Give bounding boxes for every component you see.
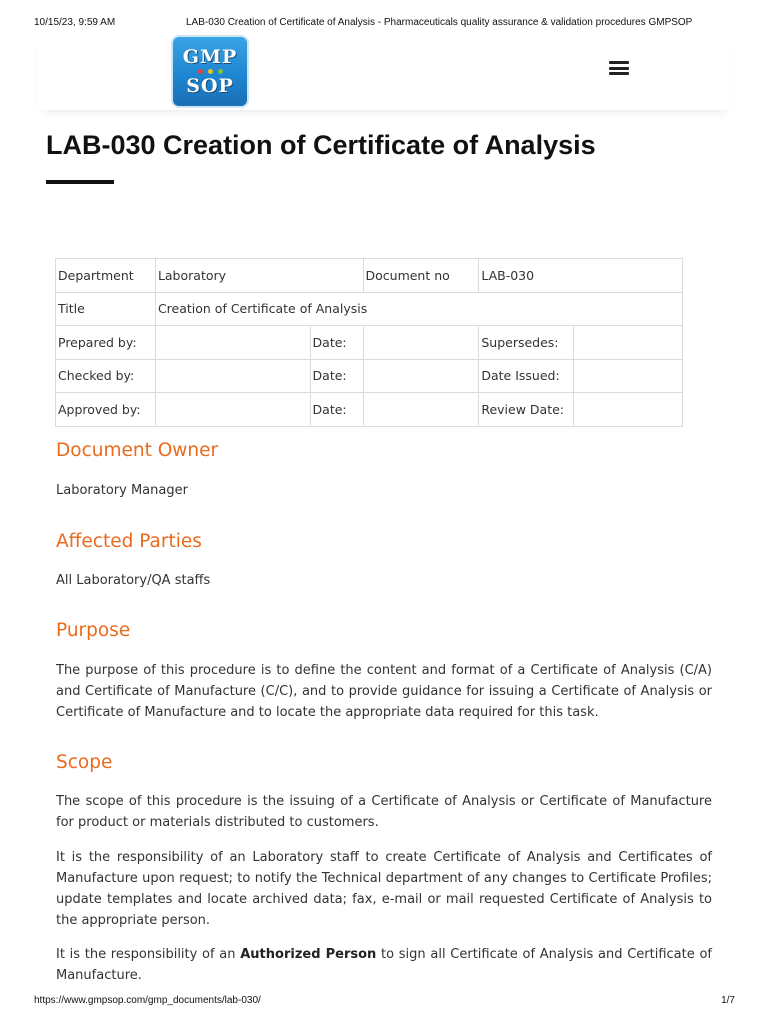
print-header: [0, 0, 768, 30]
date-label: Date:: [310, 393, 363, 427]
date-value: [363, 326, 479, 360]
scope-paragraph-1: The scope of this procedure is the issuing of a Certificate of Analysis or Certificate of Manufacture for product or materials distributed to customers.: [56, 794, 712, 830]
scope-paragraph-3-post: to sign all Certificate of Analysis and Certificate of Manufacture.: [56, 947, 712, 983]
docno-label: Document no: [363, 259, 479, 293]
prepared-value: [155, 326, 310, 360]
logo-dot-yellow: [208, 69, 213, 74]
affected-parties-heading: Affected Parties: [56, 531, 202, 552]
document-info-table: [55, 258, 683, 427]
table-row: [56, 359, 683, 393]
document-owner-heading: Document Owner: [56, 440, 219, 461]
logo-dots: [198, 69, 223, 74]
hamburger-menu-icon[interactable]: [609, 60, 629, 76]
logo-dot-green: [218, 69, 223, 74]
print-timestamp: 10/15/23, 9:59 AM: [34, 17, 116, 28]
review-date-label: Review Date:: [479, 393, 574, 427]
menu-bar: [609, 72, 629, 75]
site-logo[interactable]: [171, 35, 249, 108]
logo-text-top: GMP: [182, 46, 238, 68]
checked-value: [155, 359, 310, 393]
department-value: Laboratory: [155, 259, 363, 293]
print-url[interactable]: https://www.gmpsop.com/gmp_documents/lab-030/: [34, 995, 261, 1006]
supersedes-label: Supersedes:: [479, 326, 574, 360]
table-row: [56, 393, 683, 427]
logo-text-bottom: SOP: [186, 75, 234, 97]
date-value: [363, 393, 479, 427]
scope-paragraph-2: It is the responsibility of an Laboratory staff to create Certificate of Analysis and Certificates of Manufacture upon request; to notify the Technical department of any changes to Certificate Profiles; update templates and locate archived data; fax, e-mail or mail requested Certificate of Analysis to the appropriate person.: [56, 850, 712, 928]
review-date-value: [574, 393, 683, 427]
department-label: Department: [56, 259, 156, 293]
purpose-heading: Purpose: [56, 620, 131, 641]
page-title: LAB-030 Creation of Certificate of Analysis: [46, 130, 596, 160]
affected-parties-text: All Laboratory/QA staffs: [56, 573, 211, 588]
date-issued-label: Date Issued:: [479, 359, 574, 393]
print-page-number: 1/7: [721, 995, 735, 1006]
supersedes-value: [574, 326, 683, 360]
date-value: [363, 359, 479, 393]
approved-label: Approved by:: [56, 393, 156, 427]
table-row: [56, 292, 683, 326]
approved-value: [155, 393, 310, 427]
print-footer: [0, 990, 768, 1024]
purpose-text: The purpose of this procedure is to define the content and format of a Certificate of Analysis (C/A) and Certificate of Manufacture (C/C), and to provide guidance for issuing a Certificate of Analysis or Certificate of Manufacture and to locate the appropriate data required for this task.: [56, 663, 712, 720]
scope-paragraph-3-pre: It is the responsibility of an: [56, 947, 241, 962]
date-issued-value: [574, 359, 683, 393]
scope-paragraph-3: [56, 944, 712, 986]
title-underline: [46, 180, 114, 184]
table-row: [56, 259, 683, 293]
date-label: Date:: [310, 359, 363, 393]
checked-label: Checked by:: [56, 359, 156, 393]
title-value: Creation of Certificate of Analysis: [155, 292, 682, 326]
document-owner-text: Laboratory Manager: [56, 483, 188, 498]
print-page-title: LAB-030 Creation of Certificate of Analysis - Pharmaceuticals quality assurance & validation procedures GMPSOP: [186, 17, 693, 28]
table-row: [56, 326, 683, 360]
date-label: Date:: [310, 326, 363, 360]
authorized-person-term: Authorized Person: [240, 947, 377, 962]
title-label: Title: [56, 292, 156, 326]
logo-dot-red: [198, 69, 203, 74]
prepared-label: Prepared by:: [56, 326, 156, 360]
menu-bar: [609, 67, 629, 70]
docno-value: LAB-030: [479, 259, 683, 293]
scope-heading: Scope: [56, 752, 113, 773]
menu-bar: [609, 61, 629, 64]
site-header: [37, 30, 732, 110]
